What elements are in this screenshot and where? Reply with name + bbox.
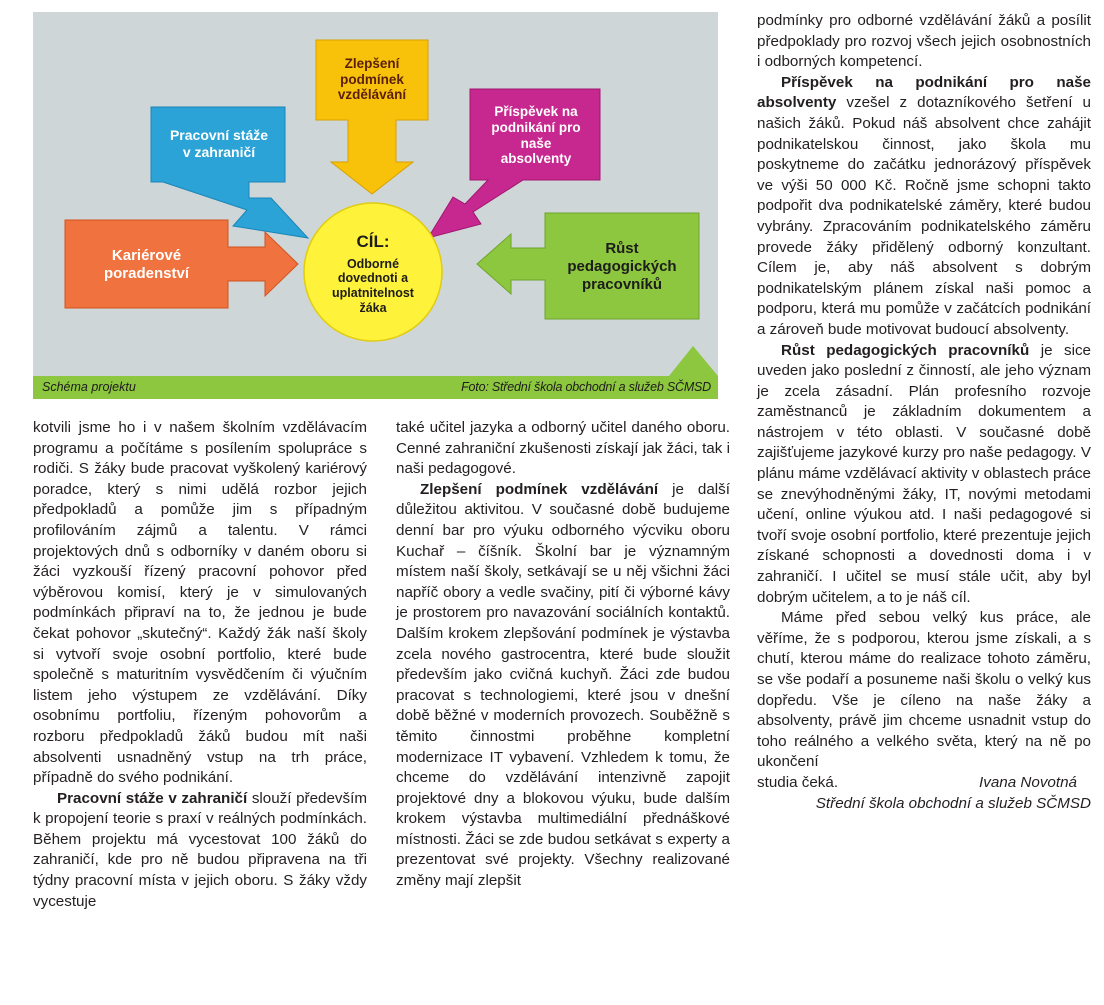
- project-scheme-figure: [33, 12, 718, 399]
- center-goal-title: CÍL:: [356, 232, 390, 252]
- author-name: Ivana Novotná: [979, 773, 1077, 791]
- caption-bar: [33, 376, 718, 399]
- figure-caption: Schéma projektu: [42, 380, 136, 394]
- box-career-counseling: [65, 222, 228, 308]
- paragraph: [396, 480, 730, 892]
- box-contribution-label: Příspěvek na podnikání pro naše absolventy: [491, 103, 581, 167]
- paragraph-text: slouží především k propojení teorie s praxí v reálných podmínkách. Během projektu má vycestovat 100 žáků do zahraničí, kde pro ně budou připravena na tři týdny pracovní místa v jejich oboru. S žáky vždy vycestuje: [33, 789, 367, 910]
- paragraph: [757, 608, 1091, 773]
- paragraph-heading: Pracovní stáže v zahraničí: [57, 789, 248, 807]
- paragraph-text: Máme před sebou velký kus práce, ale věříme, že s podporou, kterou jsme získali, a s chutí, kterou máme do realizace tohoto záměru, se vše podaří a posuneme naši školu o velký kus dopředu. Vše je cíleno na naše žáky a absolventy, právě jim chceme usnadnit vstup do toho reálného a velkého světa, který na ně po ukončení: [757, 609, 1091, 771]
- paragraph-text: také učitel jazyka a odborný učitel daného oboru. Cenné zahraniční zkušenosti získají jak žáci, tak i naši pedagogové.: [396, 419, 730, 478]
- paragraph-text: podmínky pro odborné vzdělávání žáků a posílit předpoklady pro rozvoj všech jejich osobnostních i odborných kompetencí.: [757, 12, 1091, 71]
- paragraph: [33, 418, 367, 789]
- paragraph: [757, 11, 1091, 73]
- text-column-2: [396, 418, 730, 892]
- corner-triangle: [669, 346, 718, 376]
- closing-text: studia čeká.: [757, 773, 839, 791]
- paragraph-heading: Růst pedagogických pracovníků: [781, 341, 1030, 359]
- paragraph-text: kotvili jsme ho i v našem školním vzdělávacím programu a počítáme s posílením spolupráce s rodiči. S žáky bude pracovat vyškolený kariérový poradce, který s nimi udělá rozbor jejich předpokladů a pomůže jim s případným profilováním zájmů a talentu. V rámci projektových dnů s odborníky v daném oboru si žáci vyzkouší řízený pracovní pohovor před výběrovou komisí, který je v simulovaných podmínkách připraví na to, že jednou je bude čekat pohovor „skutečný“. Každý žák naší školy si vytvoří svoje osobní portfolio, které bude společně s maturitním vysvědčením či výučním listem jeho výstupem ze vzdělávání. Díky osobnímu portfoliu, řízeným pohovorům a rozboru předpokladů žáků budou mít naši absolventi usnadněný vstup na trh práce, případně do svého podnikání.: [33, 419, 367, 787]
- paragraph-heading: Zlepšení podmínek vzdělávání: [420, 480, 659, 498]
- box-teacher-growth-label: Růst pedagogických pracovníků: [567, 240, 677, 293]
- box-internships: [153, 109, 285, 179]
- paragraph: [757, 341, 1091, 609]
- paragraph-text: je další důležitou aktivitou. V současné době budujeme denní bar pro výuku odborného výcviku oboru Kuchař – číšník. Školní bar je významným místem naší školy, setkávají se u něj všichni žáci napříč obory a vedle svačiny, pití či výborné kávy je prostorem pro navazování sociálních kontaktů. Dalším krokem zlepšování podmínek je výstavba zcela nového gastrocentra, které bude sloužit především jako cvičná kuchyň. Žáci zde budou pracovat s technologiemi, které jsou v dnešní době běžné v moderních provozech. Souběžně s těmito činnostmi proběhne kompletní modernizace IT vybavení. Vzhledem k tomu, že chceme do vzdělávání intenzivně zapojit projektové dny a blokovou výuku, bude dalším krokem výstavba multimediální přednáškové místnosti. Žáci se zde budou setkávat s experty a prezentovat své projekty. Všechny realizované změny mají zlepšit: [396, 480, 730, 890]
- paragraph-text: vzešel z dotazníkového šetření u našich žáků. Pokud náš absolvent chce zahájit podnikatelskou činnost, jako škola mu poskytneme do začátku jednorázový příspěvek ve výši 50 000 Kč. Ročně jsme schopni takto podpořit dva podnikatelské záměry, které budou vybrány. Zpracováním podnikatelského záměru provede žáky přidělený odborný konzultant. Cílem je, aby náš absolvent s dobrým podnikatelským plánem získal naši pomoc a podporu, která mu pomůže v začátcích podnikání a zároveň bude motivovat budoucí absolventy.: [757, 94, 1091, 338]
- box-conditions: [316, 42, 428, 117]
- scheme-diagram: [33, 12, 718, 376]
- box-contribution: [472, 91, 600, 180]
- photo-credit: Foto: Střední škola obchodní a služeb SČMSD: [461, 380, 711, 394]
- paragraph: [757, 73, 1091, 341]
- paragraph-text: je sice uveden jako poslední z činností, ale jeho význam je zcela zásadní. Plán profesního rozvoje zaměstnanců je základním dokumentem a nástrojem v této oblasti. V současné době zajišťujeme jazykové kurzy pro naše pedagogy. V plánu máme vzdělávací aktivity v oblastech práce se znevýhodněnými žáky, IT, novými metodami učení, online výukou atd. I naši pedagogové si tvoří svoje osobní portfolio, které prezentuje jejich získané schopnosti a dovednosti doma i v zahraničí. I učitel se musí stále učit, aby byl dobrým učitelem, a to je náš cíl.: [757, 341, 1091, 606]
- paragraph-heading: Příspěvek na podnikání pro naše absolventy: [757, 73, 1091, 112]
- text-column-1: [33, 418, 367, 912]
- box-conditions-label: Zlepšení podmínek vzdělávání: [337, 55, 407, 103]
- box-teacher-growth: [545, 215, 699, 319]
- author-institution: Střední škola obchodní a služeb SČMSD: [815, 794, 1091, 812]
- box-career-counseling-label: Kariérové poradenství: [103, 247, 190, 282]
- center-goal-text: Odborné dovednoti a uplatnitelnost žáka: [332, 256, 414, 315]
- center-goal: [311, 212, 435, 336]
- text-column-3: [757, 11, 1091, 814]
- paragraph: [33, 789, 367, 913]
- paragraph: [396, 418, 730, 480]
- closing-line: [757, 773, 1091, 794]
- box-internships-label: Pracovní stáže v zahraničí: [169, 127, 269, 160]
